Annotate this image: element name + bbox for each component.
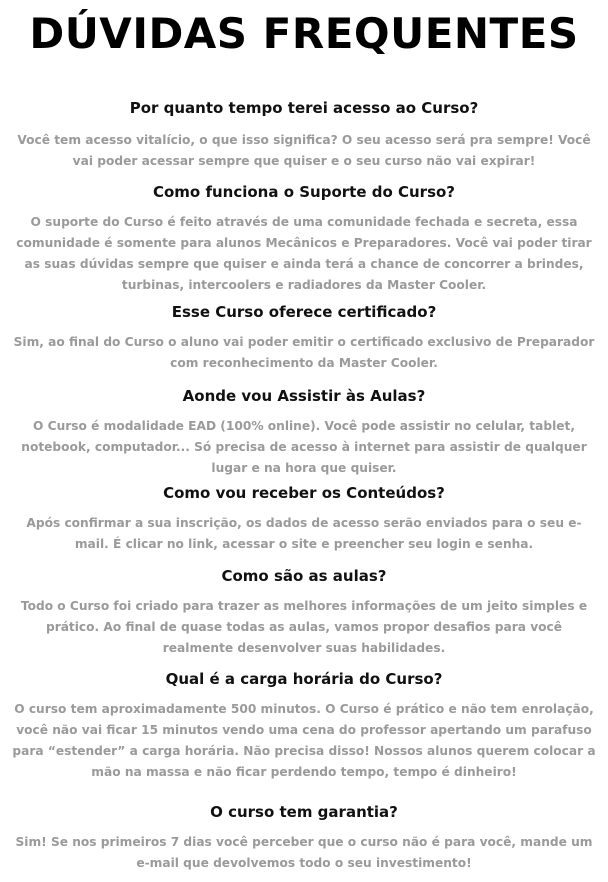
faq-answer: Todo o Curso foi criado para trazer as melhores informações de um jeito simples e prático. Ao final de quase todas as aulas, vamos propor desafios para você realmente desenvolver suas habilidades. <box>20 599 588 655</box>
faq-question: Como vou receber os Conteúdos? <box>163 484 445 502</box>
faq-question: Como são as aulas? <box>221 567 387 585</box>
page-title: DÚVIDAS FREQUENTES <box>29 9 579 58</box>
faq-question: O curso tem garantia? <box>210 803 398 821</box>
faq-question: Aonde vou Assistir às Aulas? <box>182 387 426 405</box>
faq-question: Qual é a carga horária do Curso? <box>165 670 443 688</box>
faq-answer: O Curso é modalidade EAD (100% online). Você pode assistir no celular, tablet, notebook, computador... Só precisa de acesso à internet para assistir de qualquer lugar e na hora que quiser. <box>21 419 587 475</box>
faq-answer: O suporte do Curso é feito através de uma comunidade fechada e secreta, essa comunidade é somente para alunos Mecânicos e Preparadores. Você vai poder tirar as suas dúvidas sempre que quiser e ainda terá a chance de concorrer a brindes, turbinas, intercoolers e radiadores da Master Cooler. <box>16 215 592 292</box>
faq-answer: Você tem acesso vitalício, o que isso significa? O seu acesso será pra sempre! Você vai poder acessar sempre que quiser e o seu curso não vai expirar! <box>17 133 591 168</box>
faq-question: Esse Curso oferece certificado? <box>171 303 437 321</box>
faq-answer: Sim! Se nos primeiros 7 dias você perceber que o curso não é para você, mande um e-mail que devolvemos todo o seu investimento! <box>15 835 593 870</box>
faq-answer: Após confirmar a sua inscrição, os dados de acesso serão enviados para o seu e-mail. É clicar no link, acessar o site e preencher seu login e senha. <box>26 516 582 551</box>
faq-answer: Sim, ao final do Curso o aluno vai poder emitir o certificado exclusivo de Preparador com reconhecimento da Master Cooler. <box>13 335 595 370</box>
faq-question: Como funciona o Suporte do Curso? <box>152 183 455 201</box>
faq-question: Por quanto tempo terei acesso ao Curso? <box>129 99 479 117</box>
faq-answer: O curso tem aproximadamente 500 minutos. O Curso é prático e não tem enrolação, você não vai ficar 15 minutos vendo uma cena do professor apertando um parafuso para “estender” a carga horária. Não precisa disso! Nossos alunos querem colocar a mão na massa e não ficar perdendo tempo, tempo é dinheiro! <box>12 702 596 779</box>
